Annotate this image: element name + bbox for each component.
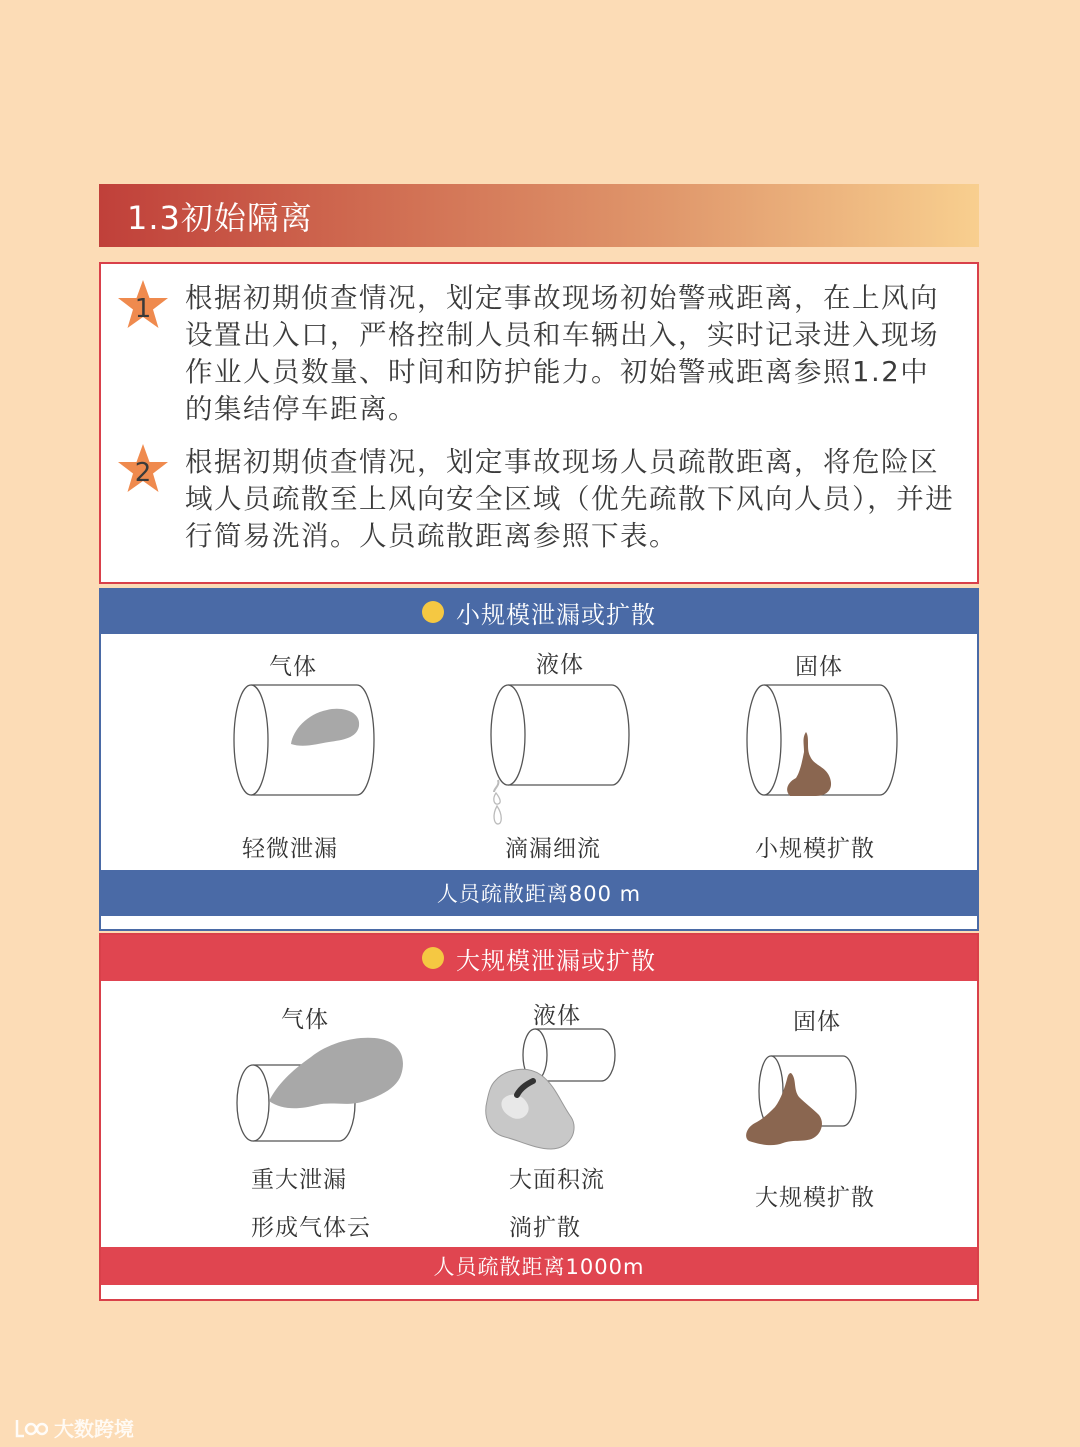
star-icon <box>115 278 171 334</box>
large-scale-panel <box>99 933 979 1301</box>
state-label-gas: 气体 <box>281 1007 329 1033</box>
small-solid-caption: 小规模扩散 <box>755 836 875 862</box>
small-panel-title: 小规模泄漏或扩散 <box>456 600 656 629</box>
state-label-solid: 固体 <box>793 1009 841 1035</box>
large-panel-header <box>101 935 977 981</box>
small-panel-header <box>101 590 977 634</box>
large-gas-caption-line2: 形成气体云 <box>251 1215 371 1241</box>
bullet-dot-icon <box>422 947 444 969</box>
large-liquid-spread-illustration <box>475 1025 635 1165</box>
large-solid-caption: 大规模扩散 <box>755 1185 875 1211</box>
section-title: 1.3初始隔离 <box>127 198 313 237</box>
large-gas-cloud-illustration <box>231 1031 411 1143</box>
large-evacuation-distance: 人员疏散距离1000m <box>101 1247 977 1285</box>
small-evacuation-distance: 人员疏散距离800 m <box>101 870 977 916</box>
step-number: 2 <box>134 458 152 488</box>
large-gas-caption-line1: 重大泄漏 <box>251 1167 347 1193</box>
state-label-liquid: 液体 <box>533 1003 581 1029</box>
section-header <box>99 184 979 247</box>
star-icon <box>115 442 171 498</box>
small-scale-panel <box>99 588 979 931</box>
large-liquid-caption-line2: 淌扩散 <box>509 1215 581 1241</box>
small-liquid-caption: 滴漏细流 <box>505 836 601 862</box>
state-label-liquid: 液体 <box>536 652 584 678</box>
watermark <box>14 1413 134 1442</box>
state-label-gas: 气体 <box>269 654 317 680</box>
large-panel-title: 大规模泄漏或扩散 <box>456 946 656 975</box>
intro-text: 根据初期侦查情况，划定事故现场初始警戒距离，在上风向设置出入口，严格控制人员和车辆出入，实时记录进入现场作业人员数量、时间和防护能力。初始警戒距离参照1.2中的集结停车距离。 <box>185 282 939 425</box>
bullet-dot-icon <box>422 601 444 623</box>
intro-box <box>99 262 979 584</box>
state-label-solid: 固体 <box>795 654 843 680</box>
small-liquid-drip-illustration <box>486 682 646 830</box>
large-liquid-caption-line1: 大面积流 <box>509 1167 605 1193</box>
small-gas-caption: 轻微泄漏 <box>242 836 338 862</box>
intro-text: 根据初期侦查情况，划定事故现场人员疏散距离，将危险区域人员疏散至上风向安全区域（优先疏散下风向人员），并进行简易洗消。人员疏散距离参照下表。 <box>185 446 955 552</box>
small-gas-leak-illustration <box>231 682 391 802</box>
small-solid-spread-illustration <box>744 682 904 802</box>
step-number: 1 <box>134 294 152 324</box>
watermark-text: 大数跨境 <box>54 1417 134 1441</box>
large-solid-spread-illustration <box>741 1053 871 1163</box>
brand-logo-icon <box>14 1416 48 1440</box>
